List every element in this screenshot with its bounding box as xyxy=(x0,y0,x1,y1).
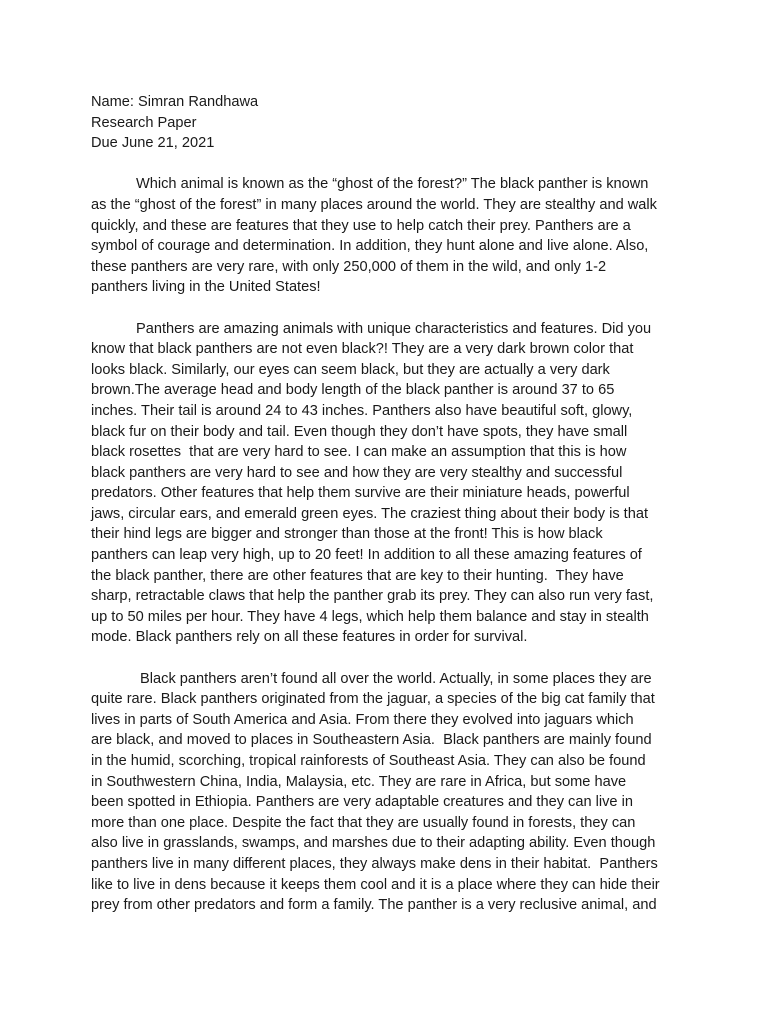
text-line: Black panthers aren’t found all over the world. Actually, in some places they are xyxy=(136,670,652,687)
text-line: looks black. Similarly, our eyes can seem black, but they are actually a very dark xyxy=(91,361,610,378)
text-line: more than one place. Despite the fact that they are usually found in forests, they can xyxy=(91,814,636,831)
text-line: in Southwestern China, India, Malaysia, etc. They are rare in Africa, but some have xyxy=(91,773,627,790)
text-line: lives in parts of South America and Asia. From there they evolved into jaguars which xyxy=(91,711,634,728)
text-line: quite rare. Black panthers originated from the jaguar, a species of the big cat family that xyxy=(91,691,655,708)
text-line: black fur on their body and tail. Even though they don’t have spots, they have small xyxy=(91,423,628,440)
text-line: the black panther, there are other features that are key to their hunting. They have xyxy=(91,567,624,584)
text-line: their hind legs are bigger and stronger than those at the front! This is how black xyxy=(91,526,603,543)
text-line: in the humid, scorching, tropical rainforests of Southeast Asia. They can also be found xyxy=(91,753,646,769)
text-line: sharp, retractable claws that help the panther grab its prey. They can also run very fast, xyxy=(91,588,654,605)
text-line: Panthers are amazing animals with unique characteristics and features. Did you xyxy=(136,320,652,337)
student-name: Name: Simran Randhawa xyxy=(91,94,259,110)
document-content xyxy=(91,92,691,916)
text-line: jaws, circular ears, and emerald green eyes. The craziest thing about their body is that xyxy=(91,505,649,522)
text-line: quickly, and these are features that they use to help catch their prey. Panthers are a xyxy=(91,217,631,234)
paragraph-1 xyxy=(91,174,691,298)
spacer xyxy=(91,648,691,669)
text-line: panthers can leap very high, up to 20 feet! In addition to all these amazing features of xyxy=(91,547,642,564)
text-line: panthers live in many different places, they always make dens in their habitat. Panthers xyxy=(91,855,658,872)
text-line: symbol of courage and determination. In addition, they hunt alone and live alone. Also, xyxy=(91,238,649,255)
due-date: Due June 21, 2021 xyxy=(91,135,215,152)
text-line: also live in grasslands, swamps, and marshes due to their adapting ability. Even though xyxy=(91,835,656,852)
text-line: predators. Other features that help them survive are their miniature heads, powerful xyxy=(91,485,630,502)
text-line: are black, and moved to places in Southeastern Asia. Black panthers are mainly found xyxy=(91,732,652,749)
spacer xyxy=(91,298,691,319)
paragraph-2 xyxy=(91,319,691,649)
text-line: inches. Their tail is around 24 to 43 inches. Panthers also have beautiful soft, glowy, xyxy=(91,402,633,419)
text-line: brown.The average head and body length of the black panther is around 37 to 65 xyxy=(91,382,615,399)
text-line: up to 50 miles per hour. They have 4 legs, which help them balance and stay in stealth xyxy=(91,608,649,625)
text-line: like to live in dens because it keeps them cool and it is a place where they can hide their xyxy=(91,876,660,893)
document-type: Research Paper xyxy=(91,114,197,131)
text-line: as the “ghost of the forest” in many places around the world. They are stealthy and walk xyxy=(91,196,657,213)
text-line: panthers living in the United States! xyxy=(91,279,321,296)
text-line: black panthers are very hard to see and how they are very stealthy and successful xyxy=(91,464,623,481)
text-line: been spotted in Ethiopia. Panthers are very adaptable creatures and they can live in xyxy=(91,794,633,811)
text-line: know that black panthers are not even black?! They are a very dark brown color that xyxy=(91,341,634,358)
text-line: prey from other predators and form a family. The panther is a very reclusive animal, and xyxy=(91,897,657,914)
text-line: these panthers are very rare, with only 250,000 of them in the wild, and only 1-2 xyxy=(91,258,607,275)
paragraph-3 xyxy=(91,669,691,916)
text-line: black rosettes that are very hard to see. I can make an assumption that this is how xyxy=(91,444,627,461)
spacer xyxy=(91,154,691,175)
text-line: mode. Black panthers rely on all these features in order for survival. xyxy=(91,629,528,646)
text-line: Which animal is known as the “ghost of the forest?” The black panther is known xyxy=(136,176,649,193)
